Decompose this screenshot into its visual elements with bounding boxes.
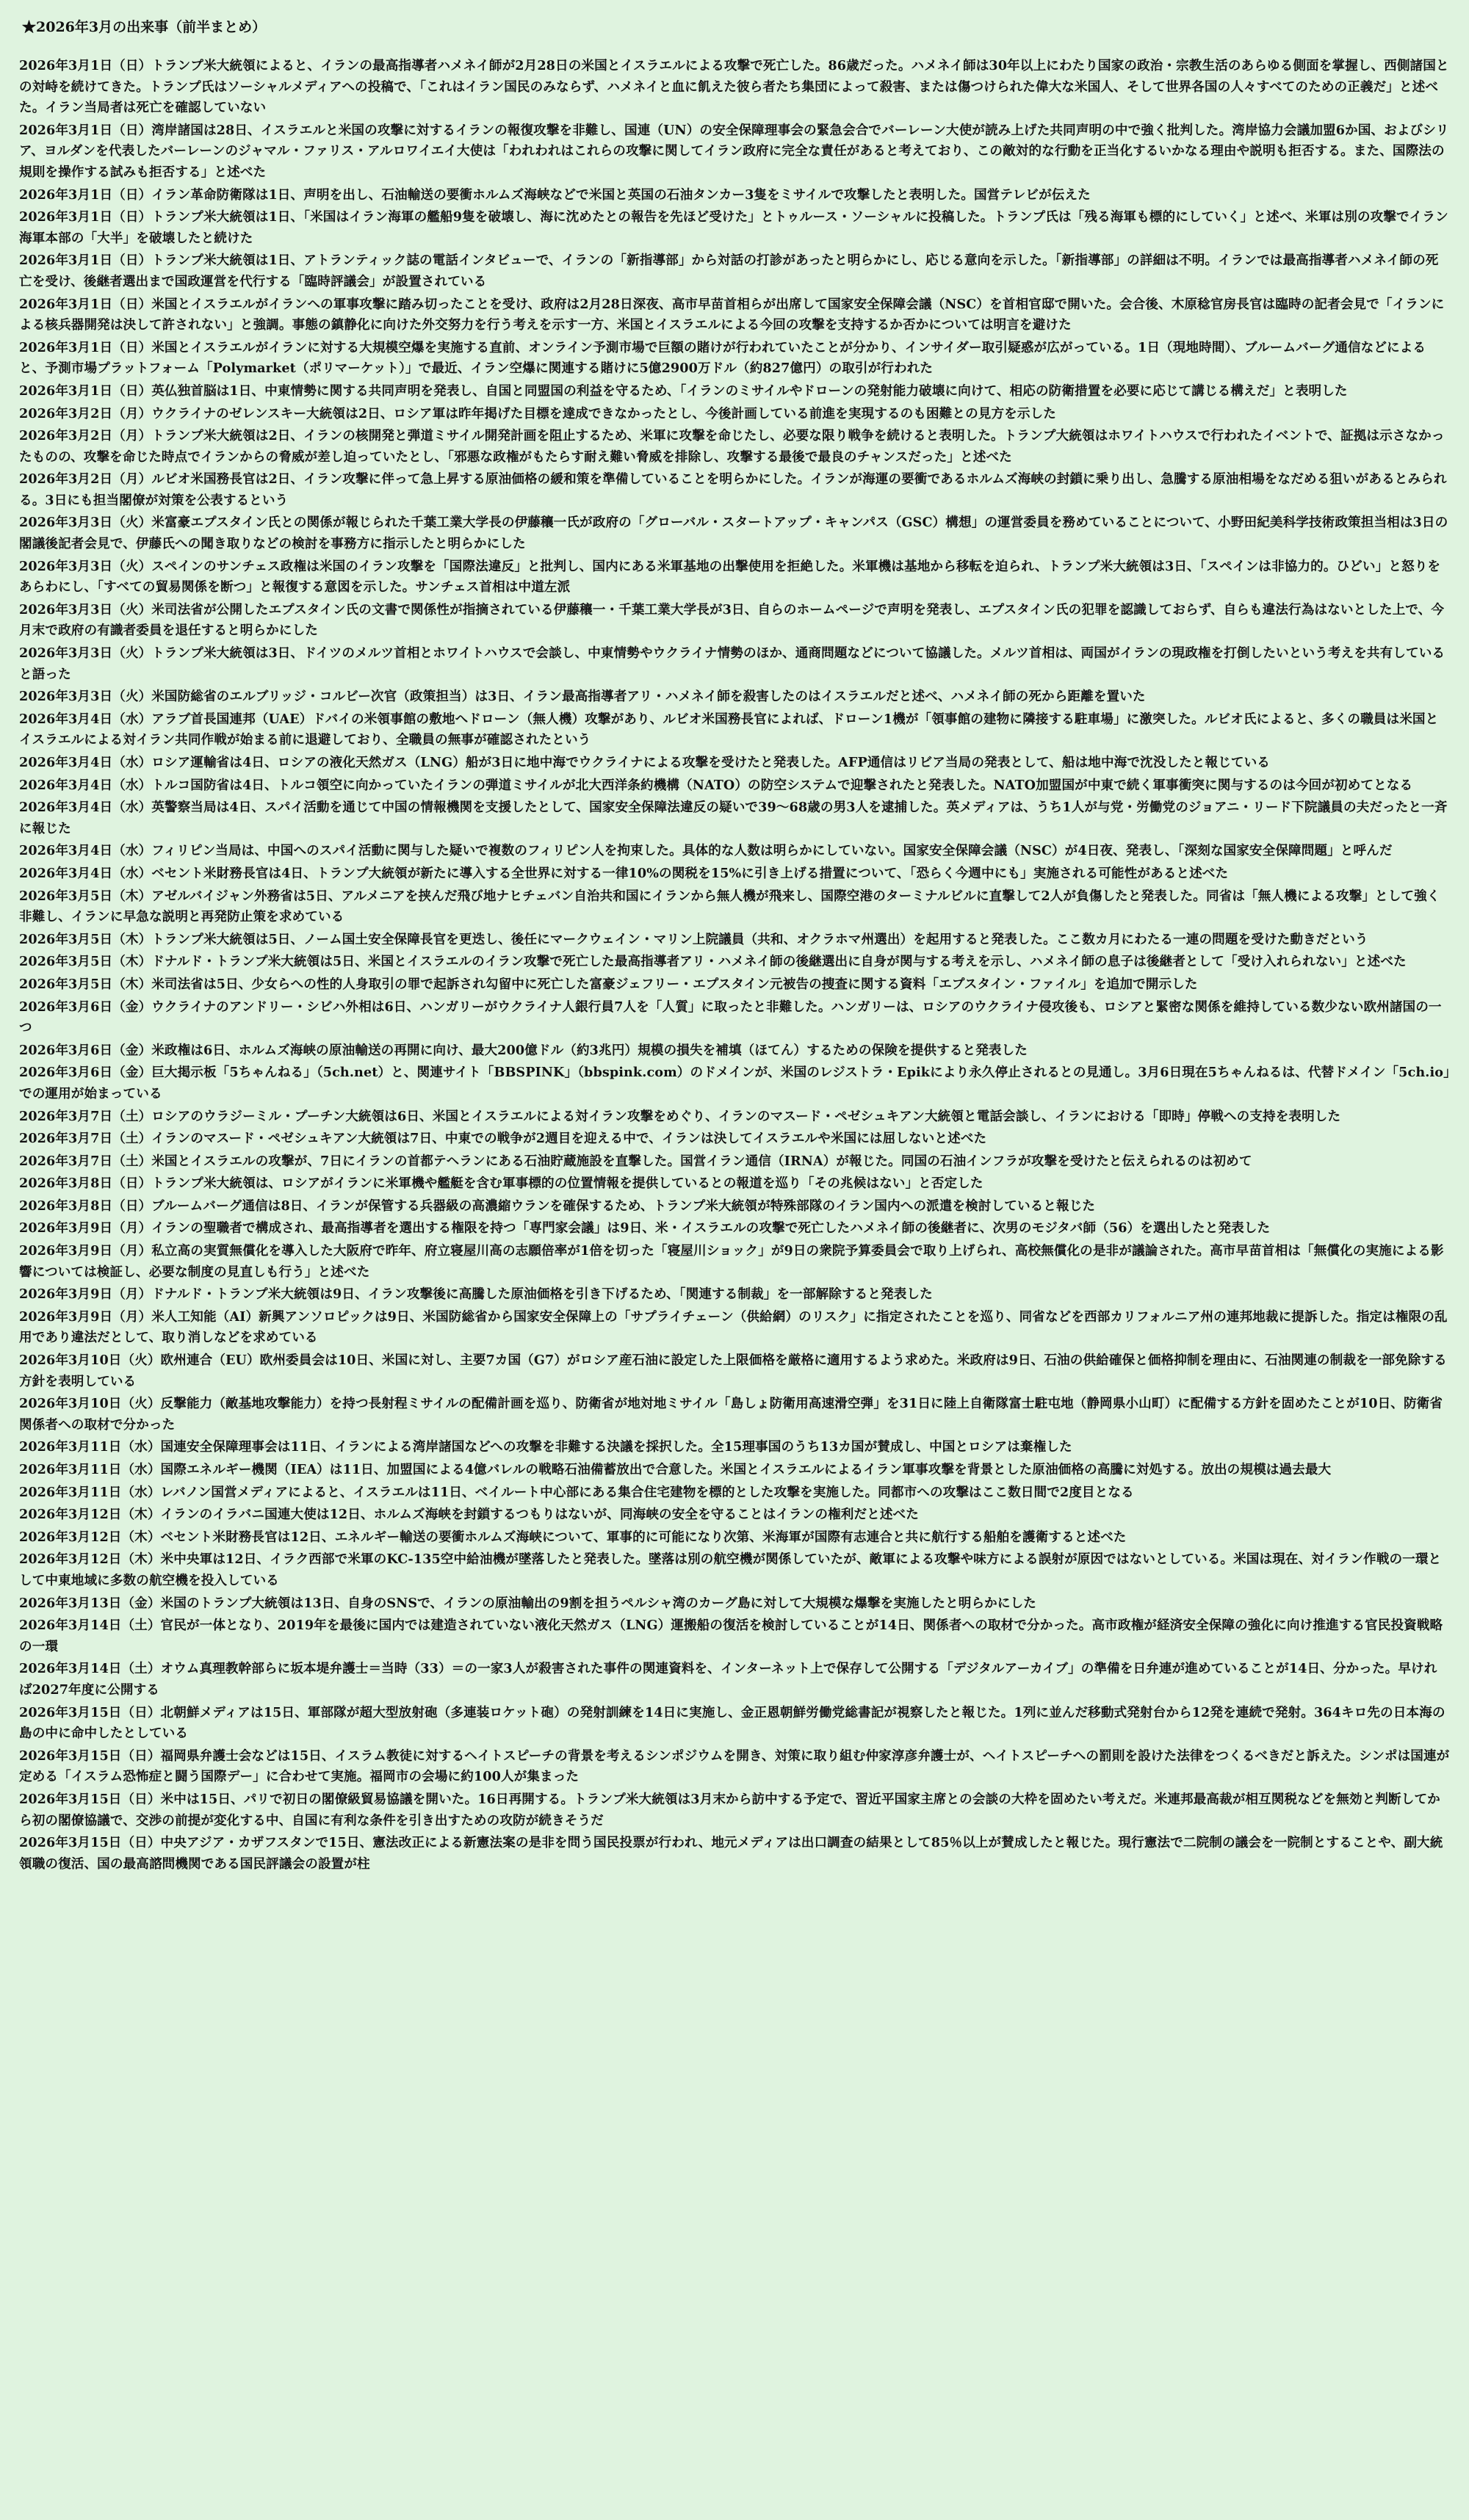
event-entry: 2026年3月3日（火）トランプ米大統領は3日、ドイツのメルツ首相とホワイトハウスで会談し、中東情勢やウクライナ情勢のほか、通商問題などについて協議した。メルツ首相は、両国がイランの現政権を打倒したいという考えを共有していると語った [19, 645, 1445, 682]
event-entry: 2026年3月12日（木）米中央軍は12日、イラク西部で米軍のKC-135空中給油機が墜落したと発表した。墜落は別の航空機が関係していたが、敵軍による攻撃や味方による誤射が原因ではないとしている。米国は現在、対イラン作戦の一環として中東地域に多数の航空機を投入している [19, 1552, 1442, 1588]
event-entry: 2026年3月12日（木）ベセント米財務長官は12日、エネルギー輸送の要衝ホルムズ海峡について、軍事的に可能になり次第、米海軍が国際有志連合と共に航行する船舶を護衛すると述べた [19, 1529, 1127, 1545]
event-entry: 2026年3月13日（金）米国のトランプ大統領は13日、自身のSNSで、イランの原油輸出の9割を担うペルシャ湾のカーグ島に対して大規模な爆撃を実施したと明らかにした [19, 1595, 1036, 1611]
event-entry: 2026年3月2日（月）ルビオ米国務長官は2日、イラン攻撃に伴って急上昇する原油価格の緩和策を準備していることを明らかにした。イランが海運の要衝であるホルムズ海峡の封鎖に乗り出し、急騰する原油相場をなだめる狙いがあるとみられる。3日にも担当閣僚が対策を公表するという [19, 471, 1447, 508]
event-entry: 2026年3月10日（火）反撃能力（敵基地攻撃能力）を持つ長射程ミサイルの配備計画を巡り、防衛省が地対地ミサイル「島しょ防衛用高速滑空弾」を31日に陸上自衛隊富士駐屯地（静岡県小山町）に配備する方針を固めたことが10日、防衛省関係者への取材で分かった [19, 1396, 1443, 1433]
event-entry: 2026年3月5日（木）アゼルバイジャン外務省は5日、アルメニアを挟んだ飛び地ナヒチェバン自治共和国にイランから無人機が飛来し、国際空港のターミナルビルに直撃して2人が負傷したと発表した。同省は「無人機による攻撃」として強く非難し、イランに早急な説明と再発防止策を求めている [19, 888, 1440, 925]
event-entry: 2026年3月14日（土）オウム真理教幹部らに坂本堤弁護士＝当時（33）＝の一家3人が殺害された事件の関連資料を、インターネット上で保存して公開する「デジタルアーカイブ」の準備を日弁連が進めていることが14日、分かった。早ければ2027年度に公開する [19, 1661, 1437, 1698]
event-entry: 2026年3月1日（日）英仏独首脳は1日、中東情勢に関する共同声明を発表し、自国と同盟国の利益を守るため、「イランのミサイルやドローンの発射能力破壊に向けて、相応の防衛措置を必要に応じて講じる構えだ」と表明した [19, 383, 1348, 399]
event-entry: 2026年3月1日（日）米国とイスラエルがイランへの軍事攻撃に踏み切ったことを受け、政府は2月28日深夜、高市早苗首相らが出席して国家安全保障会議（NSC）を首相官邸で開いた。会合後、木原稔官房長官は臨時の記者会見で「イランによる核兵器開発は決して許されない」と強調。事態の鎮静化に向けた外交努力を行う考えを示す一方、米国とイスラエルによる今回の攻撃を支持するか否かについては明言を避けた [19, 296, 1445, 333]
event-entry: 2026年3月2日（月）トランプ米大統領は2日、イランの核開発と弾道ミサイル開発計画を阻止するため、米軍に攻撃を命じたし、必要な限り戦争を続けると表明した。トランプ大統領はホワイトハウスで行われたイベントで、証拠は示さなかったものの、攻撃を命じた時点でイランからの脅威が差し迫っていたとし、「邪悪な政権がもたらす耐え難い脅威を排除し、攻撃する最後で最良のチャンスだった」と述べた [19, 428, 1445, 465]
event-entry: 2026年3月4日（水）ロシア運輸省は4日、ロシアの液化天然ガス（LNG）船が3日に地中海でウクライナによる攻撃を受けたと発表した。AFP通信はリビア当局の発表として、船は地中海で沈没したと報じている [19, 755, 1270, 770]
event-entry: 2026年3月4日（水）フィリピン当局は、中国へのスパイ活動に関与した疑いで複数のフィリピン人を拘束した。具体的な人数は明らかにしていない。国家安全保障会議（NSC）が4日夜、発表し、「深刻な国家安全保障問題」と呼んだ [19, 843, 1393, 859]
event-entry: 2026年3月15日（日）北朝鮮メディアは15日、軍部隊が超大型放射砲（多連装ロケット砲）の発射訓練を14日に実施し、金正恩朝鮮労働党総書記が視察したと報じた。1列に並んだ移動式発射台から12発を連続で発射。364キロ先の日本海の島の中に命中したとしている [19, 1704, 1445, 1742]
event-entry: 2026年3月6日（金）巨大掲示板「5ちゃんねる」（5ch.net）と、関連サイト「BBSPINK」（bbspink.com）のドメインが、米国のレジストラ・Epikにより永久停止されるとの見通し。3月6日現在5ちゃんねるは、代替ドメイン「5ch.io」での運用が始まっている [19, 1065, 1450, 1101]
event-entry: 2026年3月5日（木）米司法省は5日、少女らへの性的人身取引の罪で起訴され勾留中に死亡した富豪ジェフリー・エプスタイン元被告の捜査に関する資料「エプスタイン・ファイル」を追加で開示した [19, 976, 1198, 992]
event-entry: 2026年3月3日（火）米国防総省のエルブリッジ・コルビー次官（政策担当）は3日、イラン最高指導者アリ・ハメネイ師を殺害したのはイスラエルだと述べ、ハメネイ師の死から距離を置いた [19, 689, 1146, 705]
event-entry: 2026年3月1日（日）トランプ米大統領は1日、「米国はイラン海軍の艦船9隻を破壊し、海に沈めたとの報告を先ほど受けた」とトゥルース・ソーシャルに投稿した。トランプ氏は「残る海軍も標的にしていく」と述べ、米軍は別の攻撃でイラン海軍本部の「大半」を破壊したと続けた [19, 209, 1448, 246]
event-entry: 2026年3月2日（月）ウクライナのゼレンスキー大統領は2日、ロシア軍は昨年掲げた目標を達成できなかったとし、今後計画している前進を実現するのも困難との見方を示した [19, 405, 1056, 421]
event-entry: 2026年3月4日（水）アラブ首長国連邦（UAE）ドバイの米領事館の敷地へドローン（無人機）攻撃があり、ルビオ米国務長官によれば、ドローン1機が「領事館の建物に隣接する駐車場」に激突した。ルビオ氏によると、多くの職員は米国とイスラエルによる対イラン共同作戦が始まる前に退避しており、全職員の無事が確認されたという [19, 711, 1439, 748]
event-entry: 2026年3月5日（木）ドナルド・トランプ米大統領は5日、米国とイスラエルのイラン攻撃で死亡した最高指導者アリ・ハメネイ師の後継選出に自身が関与する考えを示し、ハメネイ師の息子は後継者として「受け入れられない」と述べた [19, 954, 1407, 970]
page-title: ★2026年3月の出来事（前半まとめ） [22, 19, 267, 35]
event-entry: 2026年3月3日（火）米司法省が公開したエプスタイン氏の文書で関係性が指摘されている伊藤穰一・千葉工業大学長が3日、自らのホームページで声明を発表し、エプスタイン氏の犯罪を認識しておらず、自らも違法行為はないとした上で、今月末で政府の有識者委員を退任すると明らかにした [19, 601, 1445, 639]
event-list [19, 56, 1450, 1875]
event-entry: 2026年3月6日（金）米政権は6日、ホルムズ海峡の原油輸送の再開に向け、最大200億ドル（約3兆円）規模の損失を補填（ほてん）するための保険を提供すると発表した [19, 1042, 1028, 1058]
event-entry: 2026年3月3日（火）米富豪エプスタイン氏との関係が報じられた千葉工業大学長の伊藤穰一氏が政府の「グローバル・スタートアップ・キャンパス（GSC）構想」の運営委員を務めていることについて、小野田紀美科学技術政策担当相は3日の閣議後記者会見で、伊藤氏への聞き取りなどの検討を事務方に指示したと明らかにした [19, 515, 1448, 552]
event-entry: 2026年3月1日（日）湾岸諸国は28日、イスラエルと米国の攻撃に対するイランの報復攻撃を非難し、国連（UN）の安全保障理事会の緊急会合でバーレーン大使が読み上げた共同声明の中で強く批判した。湾岸協力会議加盟6か国、およびシリア、ヨルダンを代表したバーレーンのジャマル・ファリス・アルロワイエイ大使は「われわれはこれらの攻撃に関してイラン政府に完全な責任があると考えており、この敵対的な行動を正当化するいかなる理由や説明も拒否する。また、国際法の規則を操作する試みも拒否する」と述べた [19, 122, 1449, 180]
event-entry: 2026年3月9日（月）私立高の実質無償化を導入した大阪府で昨年、府立寝屋川高の志願倍率が1倍を切った「寝屋川ショック」が9日の衆院予算委員会で取り上げられ、高校無償化の是非が議論された。高市早苗首相は「無償化の実施による影響については検証し、必要な制度の見直しも行う」と述べた [19, 1243, 1444, 1280]
event-entry: 2026年3月4日（水）ベセント米財務長官は4日、トランプ大統領が新たに導入する全世界に対する一律10%の関税を15%に引き上げる措置について、「恐らく今週中にも」実施される可能性があると述べた [19, 865, 1229, 881]
event-entry: 2026年3月8日（日）ブルームバーグ通信は8日、イランが保管する兵器級の高濃縮ウランを確保するため、トランプ米大統領が特殊部隊のイラン国内への派遣を検討していると報じた [19, 1198, 1096, 1214]
event-entry: 2026年3月7日（土）ロシアのウラジーミル・プーチン大統領は6日、米国とイスラエルによる対イラン攻撃をめぐり、イランのマスード・ペゼシュキアン大統領と電話会談し、イランにおける「即時」停戦への支持を表明した [19, 1108, 1341, 1124]
event-entry: 2026年3月10日（火）欧州連合（EU）欧州委員会は10日、米国に対し、主要7カ国（G7）がロシア産石油に設定した上限価格を厳格に適用するよう求めた。米政府は9日、石油の供給確保と価格抑制を理由に、石油関連の制裁を一部免除する方針を表明している [19, 1353, 1447, 1389]
event-entry: 2026年3月1日（日）イラン革命防衛隊は1日、声明を出し、石油輸送の要衝ホルムズ海峡などで米国と英国の石油タンカー3隻をミサイルで攻撃したと表明した。国営テレビが伝えた [19, 187, 1091, 203]
event-entry: 2026年3月11日（水）国連安全保障理事会は11日、イランによる湾岸諸国などへの攻撃を非難する決議を採択した。全15理事国のうち13カ国が賛成し、中国とロシアは棄権した [19, 1439, 1072, 1455]
event-entry: 2026年3月14日（土）官民が一体となり、2019年を最後に国内では建造されていない液化天然ガス（LNG）運搬船の復活を検討していることが14日、関係者への取材で分かった。高市政権が経済安全保障の強化に向け推進する官民投資戦略の一環 [19, 1618, 1443, 1654]
event-entry: 2026年3月5日（木）トランプ米大統領は5日、ノーム国土安全保障長官を更迭し、後任にマークウェイン・マリン上院議員（共和、オクラホマ州選出）を起用すると発表した。ここ数カ月にわたる一連の問題を受けた動きだという [19, 931, 1368, 947]
event-entry: 2026年3月12日（木）イランのイラバニ国連大使は12日、ホルムズ海峡を封鎖するつもりはないが、同海峡の安全を守ることはイランの権利だと述べた [19, 1507, 919, 1523]
event-entry: 2026年3月9日（月）ドナルド・トランプ米大統領は9日、イラン攻撃後に高騰した原油価格を引き下げるため、「関連する制裁」を一部解除すると発表した [19, 1286, 933, 1303]
event-entry: 2026年3月7日（土）イランのマスード・ペゼシュキアン大統領は7日、中東での戦争が2週目を迎える中で、イランは決してイスラエルや米国には屈しないと述べた [19, 1131, 987, 1147]
event-entry: 2026年3月15日（日）中央アジア・カザフスタンで15日、憲法改正による新憲法案の是非を問う国民投票が行われ、地元メディアは出口調査の結果として85％以上が賛成したと報じた。現行憲法で二院制の議会を一院制とすることや、副大統領職の復活、国の最高諮問機関である国民評議会の設置が柱 [19, 1835, 1443, 1872]
event-entry: 2026年3月11日（水）レバノン国営メディアによると、イスラエルは11日、ベイルート中心部にある集合住宅建物を標的とした攻撃を実施した。同都市への攻撃はここ数日間で2度目となる [19, 1484, 1134, 1500]
event-entry: 2026年3月6日（金）ウクライナのアンドリー・シビハ外相は6日、ハンガリーがウクライナ人銀行員7人を「人質」に取ったと非難した。ハンガリーは、ロシアのウクライナ侵攻後も、ロシアと緊密な関係を維持している数少ない欧州諸国の一つ [19, 999, 1442, 1036]
event-entry: 2026年3月4日（水）トルコ国防省は4日、トルコ領空に向かっていたイランの弾道ミサイルが北大西洋条約機構（NATO）の防空システムで迎撃されたと発表した。NATO加盟国が中東で続く軍事衝突に関与するのは今回が初めてとなる [19, 777, 1413, 793]
event-entry: 2026年3月1日（日）米国とイスラエルがイランに対する大規模空爆を実施する直前、オンライン予測市場で巨額の賭けが行われていたことが分かり、インサイダー取引疑惑が広がっている。1日（現地時間）、ブルームバーグ通信などによると、予測市場プラットフォーム「Polymarket（ポリマーケット）」で最近、イラン空爆に関連する賭けに5億2900万ドル（約827億円）の取引が行われた [19, 339, 1426, 377]
event-entry: 2026年3月15日（日）福岡県弁護士会などは15日、イスラム教徒に対するヘイトスピーチの背景を考えるシンポジウムを開き、対策に取り組む仲家淳彦弁護士が、ヘイトスピーチへの罰則を設けた法律をつくるべきだと訴えた。シンポは国連が定める「イスラム恐怖症と闘う国際デー」に合わせて実施。福岡市の会場に約100人が集まった [19, 1748, 1450, 1785]
event-entry: 2026年3月7日（土）米国とイスラエルの攻撃が、7日にイランの首都テヘランにある石油貯蔵施設を直撃した。国営イラン通信（IRNA）が報じた。同国の石油インフラが攻撃を受けたと伝えられるのは初めて [19, 1153, 1252, 1169]
event-entry: 2026年3月15日（日）米中は15日、パリで初日の閣僚級貿易協議を開いた。16日再開する。トランプ米大統領は3月末から訪中する予定で、習近平国家主席との会談の大枠を固めたい考えだ。米連邦最高裁が相互関税などを無効と判断してから初の閣僚協議で、交渉の前提が変化する中、自国に有利な条件を引き出すための攻防が続きそうだ [19, 1791, 1440, 1828]
event-entry: 2026年3月3日（火）スペインのサンチェス政権は米国のイラン攻撃を「国際法違反」と批判し、国内にある米軍基地の出撃使用を拒絶した。米軍機は基地から移転を迫られ、トランプ米大統領は3日、「スペインは非協力的。ひどい」と怒りをあらわにし、「すべての貿易関係を断つ」と報復する意図を示した。サンチェス首相は中道左派 [19, 558, 1441, 595]
event-entry: 2026年3月11日（水）国際エネルギー機関（IEA）は11日、加盟国による4億バレルの戦略石油備蓄放出で合意した。米国とイスラエルによるイラン軍事攻撃を背景とした原油価格の高騰に対処する。放出の規模は過去最大 [19, 1462, 1332, 1477]
event-entry: 2026年3月1日（日）トランプ米大統領は1日、アトランティック誌の電話インタビューで、イランの「新指導部」から対話の打診があったと明らかにし、応じる意向を示した。「新指導部」の詳細は不明。イランでは最高指導者ハメネイ師の死亡を受け、後継者選出まで国政運営を代行する「臨時評議会」が設置されている [19, 253, 1439, 289]
event-entry: 2026年3月4日（水）英警察当局は4日、スパイ活動を通じて中国の情報機関を支援したとして、国家安全保障法違反の疑いで39～68歳の男3人を逮捕した。英メディアは、うち1人が与党・労働党のジョアニ・リード下院議員の夫だったと一斉に報じた [19, 800, 1448, 836]
event-entry: 2026年3月9日（月）イランの聖職者で構成され、最高指導者を選出する権限を持つ「専門家会議」は9日、米・イスラエルの攻撃で死亡したハメネイ師の後継者に、次男のモジタバ師（56）を選出したと発表した [19, 1220, 1271, 1237]
event-entry: 2026年3月9日（月）米人工知能（AI）新興アンソロピックは9日、米国防総省から国家安全保障上の「サプライチェーン（供給網）のリスク」に指定されたことを巡り、同省などを西部カリフォルニア州の連邦地裁に提訴した。指定は権限の乱用であり違法だとして、取り消しなどを求めている [19, 1308, 1448, 1346]
event-entry: 2026年3月1日（日）トランプ米大統領によると、イランの最高指導者ハメネイ師が2月28日の米国とイスラエルによる攻撃で死亡した。86歳だった。ハメネイ師は30年以上にわたり国家の政治・宗教生活のあらゆる側面を掌握し、西側諸国との対峙を続けてきた。トランプ氏はソーシャルメディアへの投稿で、「これはイラン国民のみならず、ハメネイと血に飢えた彼ら者たち集団によって殺害、または傷つけられた偉大な米国人、そして世界各国の人々すべてのための正義だ」と述べた。イラン当局者は死亡を確認していない [19, 58, 1449, 116]
event-entry: 2026年3月8日（日）トランプ米大統領は、ロシアがイランに米軍機や艦艇を含む軍事標的の位置情報を提供しているとの報道を巡り「その兆候はない」と否定した [19, 1176, 983, 1192]
